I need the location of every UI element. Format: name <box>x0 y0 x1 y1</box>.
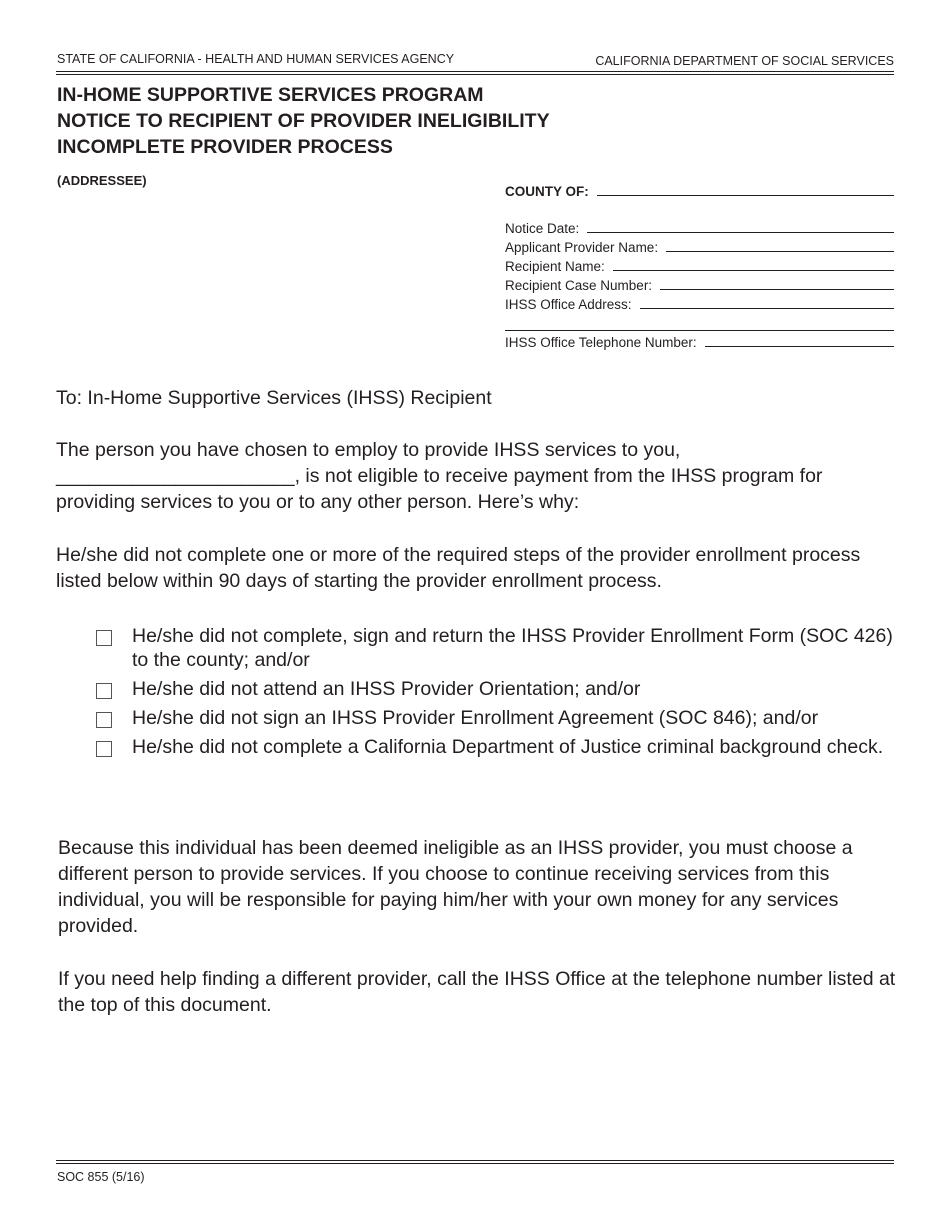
checklist-item <box>96 677 896 701</box>
provider-name-blank[interactable]: ______________________ <box>56 465 295 487</box>
title-line-2: NOTICE TO RECIPIENT OF PROVIDER INELIGIBILITY <box>57 110 550 132</box>
reason-paragraph: He/she did not complete one or more of the required steps of the provider enrollment process listed below within 90 days of starting the provider enrollment process. <box>56 544 861 592</box>
paragraph-rest: , is not eligible to receive payment from the IHSS program for providing services to you or to any other person. Here’s why: <box>56 465 823 513</box>
recipient-name-field[interactable] <box>505 255 894 274</box>
agency-header: STATE OF CALIFORNIA - HEALTH AND HUMAN SERVICES AGENCY <box>57 52 455 66</box>
checkbox[interactable] <box>96 741 112 757</box>
office-address-field[interactable] <box>505 293 894 312</box>
title-line-3: INCOMPLETE PROVIDER PROCESS <box>57 136 393 158</box>
reasons-checklist <box>96 624 896 764</box>
to-line: To: In-Home Supportive Services (IHSS) Recipient <box>56 387 492 409</box>
provider-ineligible-paragraph <box>56 437 896 515</box>
office-phone-field[interactable] <box>505 331 894 350</box>
recipient-case-number-field[interactable] <box>505 274 894 293</box>
office-address-label: IHSS Office Address: <box>505 297 632 312</box>
checklist-item-text: He/she did not complete a California Department of Justice criminal background check. <box>132 736 884 758</box>
recipient-name-input-line[interactable] <box>613 270 894 271</box>
header-divider <box>56 71 894 72</box>
footer-divider <box>56 1160 894 1161</box>
paragraph-start: The person you have chosen to employ to provide IHSS services to you, <box>56 439 681 461</box>
checkbox[interactable] <box>96 712 112 728</box>
form-title <box>57 82 550 160</box>
recipient-case-number-input-line[interactable] <box>660 289 894 290</box>
notice-date-input-line[interactable] <box>587 232 894 233</box>
checklist-item <box>96 624 896 672</box>
applicant-provider-name-field[interactable] <box>505 236 894 255</box>
checklist-item <box>96 706 896 730</box>
consequence-paragraph: Because this individual has been deemed ineligible as an IHSS provider, you must choose a different person to provide services. If you choose to continue receiving services from this individual, you will be responsible for paying him/her with your own money for any services provided. <box>58 837 853 937</box>
county-field[interactable] <box>505 180 894 199</box>
office-phone-label: IHSS Office Telephone Number: <box>505 335 697 350</box>
help-paragraph: If you need help finding a different provider, call the IHSS Office at the telephone number listed at the top of this document. <box>58 968 896 1016</box>
notice-date-label: Notice Date: <box>505 221 580 236</box>
addressee-label: (ADDRESSEE) <box>57 173 147 188</box>
applicant-provider-name-input-line[interactable] <box>666 251 894 252</box>
title-line-1: IN-HOME SUPPORTIVE SERVICES PROGRAM <box>57 84 484 106</box>
county-label: COUNTY OF: <box>505 184 589 199</box>
county-input-line[interactable] <box>597 195 894 196</box>
office-phone-input-line[interactable] <box>705 346 894 347</box>
header-divider-double <box>56 74 894 75</box>
checklist-item <box>96 735 896 759</box>
footer-divider-double <box>56 1163 894 1164</box>
notice-date-field[interactable] <box>505 217 894 236</box>
applicant-provider-name-label: Applicant Provider Name: <box>505 240 659 255</box>
notice-fields <box>505 180 894 350</box>
checkbox[interactable] <box>96 630 112 646</box>
form-id: SOC 855 (5/16) <box>57 1170 145 1184</box>
recipient-name-label: Recipient Name: <box>505 259 605 274</box>
recipient-case-number-label: Recipient Case Number: <box>505 278 653 293</box>
office-address-input-line[interactable] <box>640 308 894 309</box>
checklist-item-text: He/she did not sign an IHSS Provider Enrollment Agreement (SOC 846); and/or <box>132 707 819 729</box>
checkbox[interactable] <box>96 683 112 699</box>
department-header: CALIFORNIA DEPARTMENT OF SOCIAL SERVICES <box>595 54 894 68</box>
checklist-item-text: He/she did not attend an IHSS Provider Orientation; and/or <box>132 678 641 700</box>
checklist-item-text: He/she did not complete, sign and return the IHSS Provider Enrollment Form (SOC 426) to the county; and/or <box>132 625 893 671</box>
